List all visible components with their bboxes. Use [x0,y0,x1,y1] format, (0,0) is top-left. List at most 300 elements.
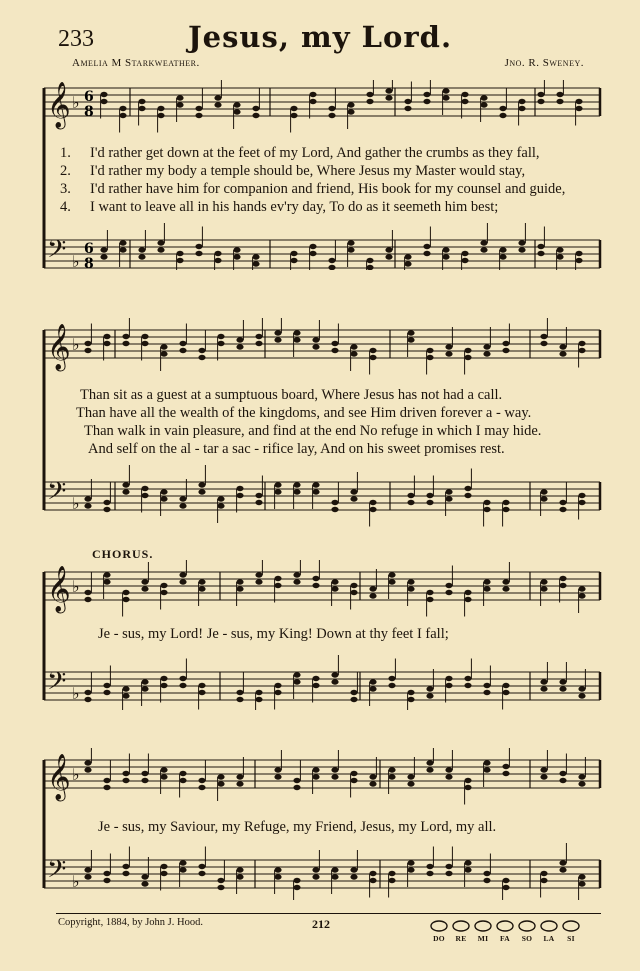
note-head [385,95,392,100]
note-head [575,106,582,111]
note-head [518,247,525,252]
bass-clef-icon: 𝄢 [47,667,67,702]
note-head [578,348,585,353]
note-head [540,586,547,591]
note-head [255,500,262,505]
note-head [160,676,167,681]
note-head [331,867,338,872]
note-head [540,679,547,684]
note-head [502,764,509,769]
note-head [312,489,319,494]
note-head [540,686,547,691]
note-head [138,99,145,104]
note-head [179,867,186,872]
note-head [255,334,262,339]
note-head [176,102,183,107]
note-head [290,251,297,256]
note-head [157,247,164,252]
note-head [483,579,490,584]
note-head [214,251,221,256]
note-head [141,334,148,339]
note-head [423,99,430,104]
note-head [426,590,433,595]
note-head [160,683,167,688]
note-head [293,482,300,487]
note-head [160,590,167,595]
note-head [293,778,300,783]
note-head [103,507,110,512]
note-head [236,579,243,584]
note-head [350,867,357,872]
note-head [578,693,585,698]
note-head [540,341,547,346]
note-head [233,254,240,259]
note-head [388,676,395,681]
staff [44,80,600,133]
note-head [122,590,129,595]
time-signature: 6 [84,89,94,105]
note-head [350,489,357,494]
note-head [309,251,316,256]
verse-block-1 [60,144,600,216]
note-head [426,767,433,772]
note-head [198,579,205,584]
note-head [559,679,566,684]
hymn-title: Jesus, my Lord. [187,20,453,54]
note-head [366,99,373,104]
note-head [255,572,262,577]
note-head [404,254,411,259]
note-head [407,860,414,865]
note-head [312,583,319,588]
note-head [274,867,281,872]
note-head [252,261,259,266]
note-head [426,355,433,360]
note-head [157,113,164,118]
note-head [122,778,129,783]
note-head [350,583,357,588]
hymn-number: 233 [58,26,94,52]
note-head [385,88,392,93]
note-head [483,344,490,349]
note-head [407,500,414,505]
note-head [331,874,338,879]
note-head [578,881,585,886]
note-head [559,686,566,691]
note-head [103,572,110,577]
note-head [122,686,129,691]
note-head [103,683,110,688]
note-head [559,576,566,581]
flat-icon: ♭ [72,335,80,354]
note-head [274,874,281,879]
shape-note-legend [428,919,588,933]
note-head [464,683,471,688]
note-head [537,92,544,97]
note-head [195,113,202,118]
note-head [556,92,563,97]
note-head [179,771,186,776]
note-head [84,697,91,702]
note-head [388,579,395,584]
note-head [556,247,563,252]
note-head [331,579,338,584]
treble-clef-icon: 𝄞 [47,566,71,612]
note-head [369,348,376,353]
note-head [103,500,110,505]
note-head [274,489,281,494]
flat-icon: ♭ [72,765,80,784]
note-head [198,482,205,487]
note-head [464,493,471,498]
note-head [559,860,566,865]
shape-note-icon [519,921,535,931]
note-head [464,867,471,872]
note-head [483,767,490,772]
note-head [214,102,221,107]
note-head [464,785,471,790]
note-head [442,95,449,100]
note-head [502,683,509,688]
note-head [198,586,205,591]
note-head [423,92,430,97]
note-head [100,247,107,252]
note-head [103,579,110,584]
note-head [176,258,183,263]
note-head [84,760,91,765]
note-head [160,864,167,869]
note-head [540,489,547,494]
note-head [350,771,357,776]
flat-icon: ♭ [72,577,80,596]
note-head [426,597,433,602]
note-head [312,344,319,349]
note-head [464,355,471,360]
note-head [84,690,91,695]
note-head [518,99,525,104]
note-head [141,686,148,691]
note-head [537,99,544,104]
note-head [559,351,566,356]
note-head [160,767,167,772]
note-head [236,697,243,702]
note-head [328,113,335,118]
note-head [502,878,509,883]
note-head [407,337,414,342]
note-head [502,341,509,346]
composer: Jno. R. Sweney. [504,57,584,69]
note-head [252,254,259,259]
note-head [540,774,547,779]
note-head [578,341,585,346]
note-head [119,113,126,118]
note-head [369,500,376,505]
note-head [578,493,585,498]
note-head [366,258,373,263]
note-head [537,251,544,256]
note-head [407,690,414,695]
note-head [331,774,338,779]
note-head [426,348,433,353]
note-head [369,593,376,598]
note-head [366,265,373,270]
note-head [122,771,129,776]
note-head [540,767,547,772]
note-head [480,102,487,107]
note-head [426,493,433,498]
note-head [217,885,224,890]
note-head [578,500,585,505]
note-head [445,496,452,501]
note-head [103,341,110,346]
note-head [217,341,224,346]
note-head [236,690,243,695]
note-head [461,258,468,263]
note-head [195,251,202,256]
note-head [233,109,240,114]
note-head [293,330,300,335]
note-head [559,583,566,588]
note-head [407,579,414,584]
note-head [290,258,297,263]
note-head [483,683,490,688]
note-head [293,489,300,494]
note-head [312,576,319,581]
note-head [578,781,585,786]
note-head [236,493,243,498]
note-head [502,771,509,776]
note-head [445,864,452,869]
note-head [404,99,411,104]
note-head [179,778,186,783]
note-head [445,344,452,349]
bass-clef-icon: 𝄢 [47,477,67,512]
footer-rule [56,913,601,914]
note-head [404,106,411,111]
note-head [198,348,205,353]
note-head [141,679,148,684]
note-head [100,92,107,97]
note-head [350,590,357,595]
flat-icon: ♭ [72,872,80,891]
shape-note-icon [431,921,447,931]
verse-line-3: 3. I'd rather have him for companion and friend, His book for my counsel and guide, [60,181,566,197]
note-head [559,500,566,505]
note-head [445,871,452,876]
note-head [499,106,506,111]
note-head [369,507,376,512]
note-head [312,867,319,872]
note-head [122,482,129,487]
note-head [122,864,129,869]
note-head [464,676,471,681]
note-head [385,247,392,252]
verse-block-2 [76,386,620,458]
time-signature: 6 [84,241,94,257]
note-head [103,785,110,790]
note-head [407,493,414,498]
note-head [366,92,373,97]
note-head [331,672,338,677]
note-head [445,351,452,356]
note-head [233,102,240,107]
note-head [480,240,487,245]
verse-line-3: Than walk in vain pleasure, and find at the end No refuge in which I may hide. [84,423,542,439]
flat-icon: ♭ [72,93,80,112]
note-head [179,860,186,865]
note-head [293,679,300,684]
note-head [198,778,205,783]
note-head [84,348,91,353]
note-head [442,247,449,252]
chorus-line-2: Je - sus, my Saviour, my Refuge, my Friend, Jesus, my Lord, my all. [98,819,497,835]
note-head [407,697,414,702]
note-head [179,496,186,501]
shape-note-icon [475,921,491,931]
note-head [198,690,205,695]
note-head [461,92,468,97]
note-head [502,586,509,591]
note-head [331,500,338,505]
note-head [578,686,585,691]
note-head [369,586,376,591]
shape-note-icon [497,921,513,931]
note-head [255,493,262,498]
note-head [559,344,566,349]
note-head [518,240,525,245]
note-head [103,690,110,695]
note-head [122,693,129,698]
note-head [312,874,319,879]
verse-line-4: And self on the al - tar a sac - rifice lay, And on his sweet promises rest. [88,441,505,457]
shape-note-icon [541,921,557,931]
note-head [502,507,509,512]
note-head [160,344,167,349]
note-head [578,586,585,591]
note-head [331,767,338,772]
note-head [483,351,490,356]
note-head [483,500,490,505]
note-head [214,258,221,263]
note-head [445,676,452,681]
note-head [293,885,300,890]
note-head [217,781,224,786]
note-head [217,774,224,779]
note-head [407,330,414,335]
note-head [347,109,354,114]
note-head [464,486,471,491]
note-head [236,774,243,779]
note-head [483,586,490,591]
staff [44,560,600,617]
note-head [350,496,357,501]
flat-icon: ♭ [72,494,80,513]
shape-note-icon [563,921,579,931]
note-head [255,697,262,702]
note-head [274,482,281,487]
note-head [176,95,183,100]
flat-icon: ♭ [72,252,80,270]
note-head [122,341,129,346]
note-head [483,507,490,512]
time-signature: 8 [84,256,94,270]
note-head [331,586,338,591]
note-head [464,348,471,353]
note-head [103,878,110,883]
staff [44,748,600,805]
note-head [293,785,300,790]
note-head [255,579,262,584]
verse-line-4: 4. I want to leave all in his hands ev'ry day, To do as it seemeth him best; [60,199,499,215]
note-head [328,258,335,263]
note-head [426,871,433,876]
note-head [312,676,319,681]
note-head [138,106,145,111]
note-head [312,683,319,688]
note-head [328,265,335,270]
note-head [290,106,297,111]
note-head [369,686,376,691]
note-head [445,767,452,772]
treble-clef-icon: 𝄞 [47,754,71,800]
note-head [350,690,357,695]
note-head [312,337,319,342]
bass-clef-icon: 𝄢 [47,235,67,270]
note-head [84,503,91,508]
staff [44,843,600,900]
note-head [84,341,91,346]
note-head [179,683,186,688]
note-head [464,778,471,783]
note-head [293,337,300,342]
note-head [312,767,319,772]
note-head [255,341,262,346]
note-head [122,489,129,494]
note-head [445,590,452,595]
note-head [141,771,148,776]
note-head [559,867,566,872]
note-head [157,240,164,245]
note-head [369,871,376,876]
time-signature: 8 [84,104,94,120]
note-head [255,690,262,695]
note-head [559,778,566,783]
chorus-label: CHORUS. [92,547,154,561]
note-head [445,489,452,494]
note-head [141,579,148,584]
note-head [103,871,110,876]
note-head [578,593,585,598]
note-head [404,261,411,266]
note-head [461,99,468,104]
note-head [388,878,395,883]
note-head [160,351,167,356]
note-head [445,774,452,779]
note-head [407,586,414,591]
note-head [160,583,167,588]
note-head [426,760,433,765]
note-head [518,106,525,111]
note-head [350,778,357,783]
note-head [312,482,319,487]
note-head [252,106,259,111]
note-head [331,679,338,684]
note-head [274,683,281,688]
note-head [274,337,281,342]
note-head [483,760,490,765]
note-head [499,254,506,259]
verse-line-2: 2. I'd rather my body a temple should be, Where Jesus my Master would stay, [60,163,526,179]
